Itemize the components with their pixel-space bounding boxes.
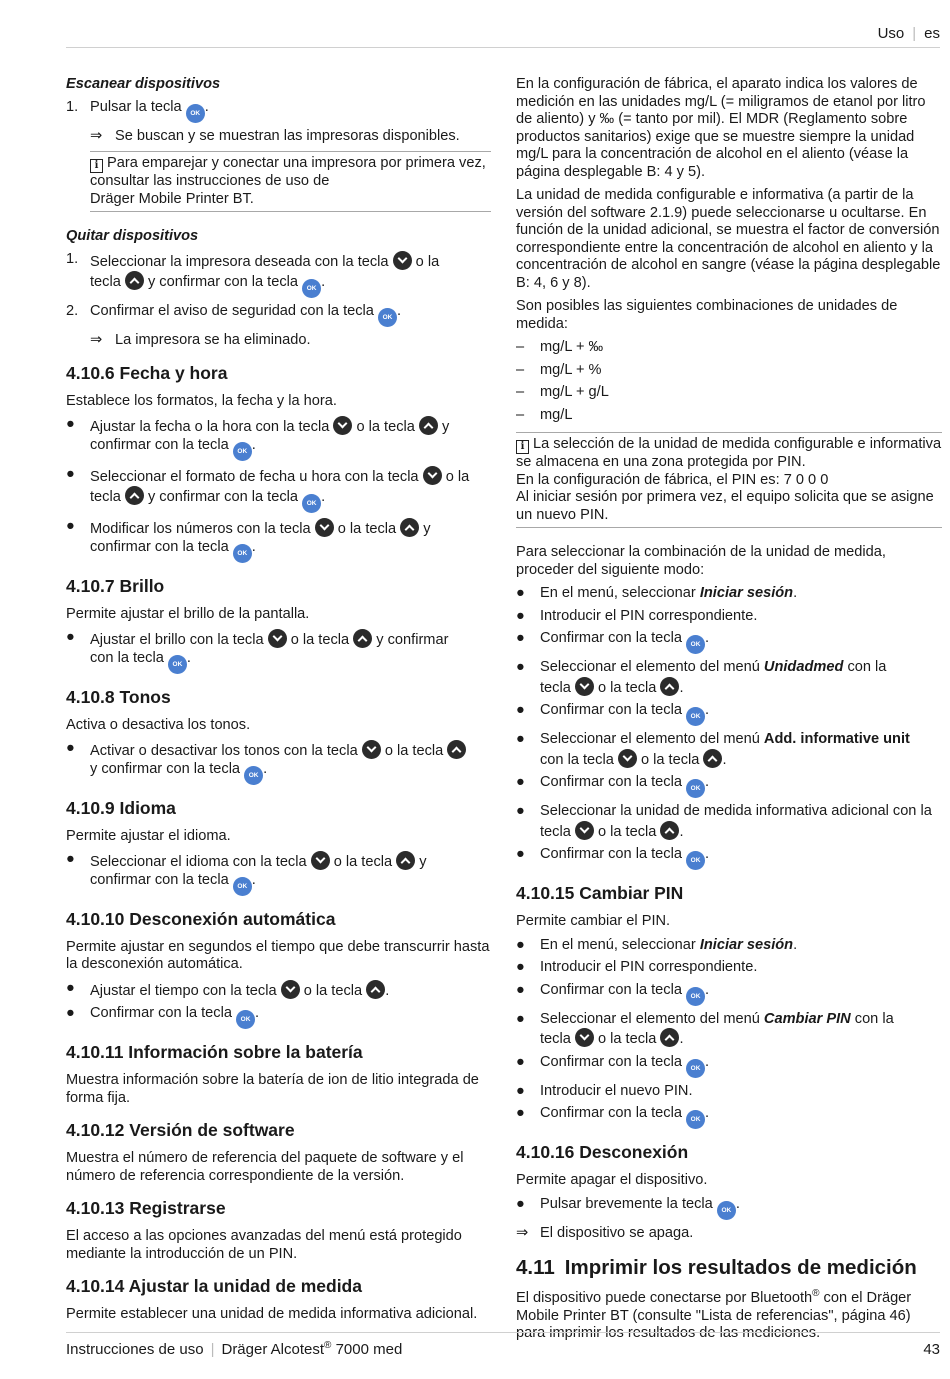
dash-icon: –: [516, 361, 525, 378]
item-text: En el menú, seleccionar: [540, 936, 696, 953]
section-title-bateria: 4.10.11 Información sobre la batería: [66, 1042, 363, 1062]
section-title-brillo: 4.10.7 Brillo: [66, 575, 165, 596]
result-text: La impresora se ha eliminado.: [115, 332, 311, 348]
bullet-item: ● Confirmar con la tecla OK .: [516, 982, 942, 1006]
bullet-icon: ●: [516, 936, 525, 953]
down-key-icon: [268, 629, 287, 648]
item-text: o la tecla: [356, 419, 415, 435]
item-text: y: [423, 521, 431, 537]
ok-key-icon: OK: [236, 1010, 255, 1029]
paragraph: Son posibles las siguientes combinaciones de unidades de medida:: [516, 298, 898, 332]
bullet-icon: ●: [516, 702, 525, 718]
bullet-icon: ●: [66, 629, 75, 645]
item-text: con la tecla: [90, 649, 164, 666]
item-text: confirmar con la tecla: [90, 871, 229, 888]
footer-registered-mark: ®: [324, 1340, 332, 1351]
right-column: [516, 76, 942, 1349]
combo-text: mg/L + %: [540, 361, 602, 378]
chapter-number: 4.11: [516, 1256, 555, 1279]
paragraph: En la configuración de fábrica, el aparato indica los valores de medición en las unidades mg/L (= miligramos de etanol por litro de aliento) y ‰ (= tanto por mil). El MDR (Reglamento sobre productos sanitarios) exige que se muestre siempre la unidad mg/L para la concentración de alcohol en el aliento (véase la página desplegable B: 4 y 5).: [516, 76, 926, 180]
bullet-icon: ●: [516, 774, 525, 790]
up-key-icon: [125, 271, 144, 290]
bullet-icon: ●: [516, 630, 525, 646]
item-text: confirmar con la tecla: [90, 436, 229, 453]
menu-item-name: Iniciar sesión: [699, 585, 794, 601]
item-text: Activar o desactivar los tonos con la tecla: [90, 743, 358, 759]
note-text: Al iniciar sesión por primera vez, el equipo solicita que se asigne un nuevo PIN.: [516, 489, 934, 523]
header-lang: es: [924, 25, 940, 42]
dash-icon: –: [516, 339, 525, 355]
step-number: 1.: [66, 98, 79, 115]
bullet-item: ● Confirmar con la tecla OK .: [516, 846, 942, 870]
result-text: Se buscan y se muestran las impresoras disponibles.: [115, 127, 460, 144]
item-text: Ajustar la fecha o la hora con la tecla: [90, 419, 330, 435]
up-key-icon: [400, 518, 419, 537]
down-key-icon: [333, 416, 352, 435]
bullet-item: ● Seleccionar el idioma con la tecla o la tecla y confirmar con la tecla OK .: [66, 851, 491, 896]
step-number: 2.: [66, 303, 79, 319]
bullet-item: ● Seleccionar el elemento del menú Add. informative unit con la tecla o la tecla .: [516, 731, 910, 768]
section-intro: Permite ajustar el brillo de la pantalla.: [66, 605, 310, 622]
item-text: tecla: [540, 679, 571, 696]
section-intro: Permite cambiar el PIN.: [516, 913, 671, 929]
down-key-icon: [281, 980, 300, 999]
item-text: En el menú, seleccionar: [540, 585, 696, 601]
info-note-printer: [90, 151, 491, 212]
section-intro: Permite ajustar el idioma.: [66, 827, 231, 844]
item-text: Confirmar con la tecla: [540, 846, 682, 862]
section-text: Muestra información sobre la batería de ion de litio integrada de forma fija.: [66, 1072, 479, 1106]
step-text: Seleccionar la impresora deseada con la tecla: [90, 253, 389, 270]
result-text: El dispositivo se apaga.: [540, 1224, 694, 1241]
bullet-item: ● Seleccionar el formato de fecha u hora con la tecla o la tecla y confirmar con la tecla OK .: [66, 466, 491, 514]
menu-item-name: Cambiar PIN: [763, 1010, 851, 1027]
bullet-item: [516, 585, 942, 603]
result-arrow-icon: ⇒: [90, 332, 103, 348]
bullet-icon: ●: [66, 740, 75, 756]
bullet-item: ● Seleccionar la unidad de medida informativa adicional con la tecla o la tecla .: [516, 803, 932, 840]
ok-key-icon: OK: [244, 766, 263, 785]
bullet-item: [516, 608, 942, 626]
down-key-icon: [362, 740, 381, 759]
info-icon: i: [516, 440, 529, 454]
note-text: La selección de la unidad de medida configurable e informativa se almacena en una zona protegida por PIN.: [516, 436, 942, 470]
bullet-item: ● Confirmar con la tecla OK .: [516, 774, 942, 798]
result-scan: [66, 128, 491, 146]
item-text: Introducir el nuevo PIN.: [540, 1082, 693, 1099]
item-text: Seleccionar el elemento del menú: [540, 659, 760, 675]
paragraph-text: con el Dräger Mobile Printer BT (consulte "Lista de referencias", página 46) para imprimir los resultados de las mediciones.: [516, 1290, 912, 1341]
bullet-item: ● Ajustar la fecha o la hora con la tecla o la tecla y confirmar con la tecla OK .: [66, 416, 491, 461]
item-text: o la tecla: [597, 823, 657, 840]
bullet-icon: ●: [516, 846, 525, 862]
down-key-icon: [423, 466, 442, 485]
item-text: tecla: [90, 489, 121, 505]
bullet-icon: ●: [516, 1105, 525, 1121]
ok-key-icon: OK: [686, 779, 705, 798]
item-text: y: [442, 419, 450, 435]
paragraph-text: El dispositivo puede conectarse por Bluetooth: [516, 1290, 813, 1306]
ok-key-icon: OK: [378, 308, 397, 327]
bullet-icon: ●: [516, 731, 525, 747]
bullet-item: ● Seleccionar el elemento del menú Cambiar PIN con la tecla o la tecla .: [516, 1010, 894, 1047]
item-text: o la tecla: [333, 854, 393, 870]
ok-key-icon: OK: [233, 442, 252, 461]
item-text: Seleccionar el elemento del menú: [540, 731, 760, 747]
menu-item-name: Add. informative unit: [763, 731, 910, 747]
item-text: Confirmar con la tecla: [540, 1105, 682, 1121]
subheading-remove: Quitar dispositivos: [66, 228, 199, 244]
down-key-icon: [393, 251, 412, 270]
bullet-item: ● Confirmar con la tecla OK .: [516, 1054, 942, 1078]
item-text: y confirmar con la tecla: [147, 489, 299, 505]
bullet-icon: ●: [66, 518, 75, 534]
up-key-icon: [396, 851, 415, 870]
section-title-fecha: 4.10.6 Fecha y hora: [66, 362, 228, 383]
item-text: Introducir el PIN correspondiente.: [540, 607, 758, 624]
info-icon: i: [90, 159, 103, 173]
item-text: Confirmar con la tecla: [540, 702, 682, 718]
combo-text: mg/L + ‰: [540, 339, 604, 355]
result-remove: [66, 332, 491, 350]
footer-product: Dräger Alcotest: [221, 1341, 325, 1358]
bullet-icon: ●: [516, 659, 525, 675]
ok-key-icon: OK: [168, 655, 187, 674]
paragraph: La unidad de medida configurable e informativa (a partir de la versión del software 2.1.9) puede seleccionarse u ocultarse. En función de la unidad adicional, se muestra el factor de conversión correspondiente entre la concentración de alcohol en aliento y la concentración de alcohol en sangre (véase la página desplegable B: 4, 6 y 8).: [516, 187, 941, 291]
header-right: [878, 25, 940, 43]
up-key-icon: [660, 821, 679, 840]
item-text: confirmar con la tecla: [90, 538, 229, 555]
step-scan-1: 1. Pulsar la tecla OK .: [66, 99, 491, 123]
down-key-icon: [575, 821, 594, 840]
item-text: o la tecla: [597, 1031, 657, 1047]
item-text: Pulsar brevemente la tecla: [540, 1195, 713, 1212]
section-title-tonos: 4.10.8 Tonos: [66, 686, 171, 707]
combo-text: mg/L + g/L: [540, 384, 609, 400]
item-text: y: [419, 854, 427, 870]
section-text: Permite establecer una unidad de medida informativa adicional.: [66, 1306, 478, 1322]
bullet-item: ● Seleccionar el elemento del menú Unidadmed con la tecla o la tecla .: [516, 659, 887, 696]
item-text: Confirmar con la tecla: [540, 981, 682, 998]
note-text: Dräger Mobile Printer BT.: [90, 190, 254, 207]
ok-key-icon: OK: [302, 494, 321, 513]
result-arrow-icon: ⇒: [90, 127, 103, 144]
header-separator: |: [912, 25, 917, 42]
ok-key-icon: OK: [686, 1059, 705, 1078]
step-remove-2: 2. Confirmar el aviso de seguridad con la tecla OK .: [66, 303, 491, 327]
section-title-idioma: 4.10.9 Idioma: [66, 797, 176, 818]
up-key-icon: [125, 486, 144, 505]
up-key-icon: [703, 749, 722, 768]
dash-icon: –: [516, 406, 525, 423]
bullet-icon: ●: [66, 979, 75, 996]
note-text: Para emparejar y conectar una impresora por primera vez, consultar las instrucciones de uso de: [90, 155, 486, 189]
ok-key-icon: OK: [233, 877, 252, 896]
up-key-icon: [353, 629, 372, 648]
item-text: Ajustar el tiempo con la tecla: [90, 982, 277, 999]
combo-text: mg/L: [540, 406, 573, 423]
bullet-icon: ●: [516, 1010, 525, 1027]
item-text: o la tecla: [337, 521, 397, 537]
bullet-icon: ●: [66, 465, 75, 482]
item-text: Confirmar con la tecla: [540, 630, 682, 646]
bullet-item: [516, 959, 942, 977]
ok-key-icon: OK: [186, 104, 205, 123]
down-key-icon: [311, 851, 330, 870]
ok-key-icon: OK: [717, 1201, 736, 1220]
bullet-icon: ●: [516, 1195, 525, 1212]
up-key-icon: [660, 677, 679, 696]
item-text: o la: [445, 468, 470, 485]
header-section: Uso: [877, 25, 905, 42]
step-number: 1.: [66, 250, 79, 267]
bullet-item: ● Activar o desactivar los tonos con la tecla o la tecla y confirmar con la tecla OK .: [66, 740, 491, 785]
ok-key-icon: OK: [686, 707, 705, 726]
section-intro: Permite ajustar en segundos el tiempo que debe transcurrir hasta la desconexión automática.: [66, 938, 490, 972]
bullet-item: [516, 937, 942, 955]
item-text: Seleccionar el formato de fecha u hora con la tecla: [90, 468, 419, 485]
section-title-software: 4.10.12 Versión de software: [66, 1120, 295, 1140]
info-note-pin: [516, 432, 942, 528]
combo-item: [516, 384, 942, 402]
section-intro: Activa o desactiva los tonos.: [66, 716, 251, 733]
down-key-icon: [575, 1028, 594, 1047]
bullet-item: ● Ajustar el tiempo con la tecla o la tecla .: [66, 979, 390, 999]
bullet-icon: ●: [66, 416, 75, 432]
page-footer: [66, 1332, 940, 1359]
down-key-icon: [315, 518, 334, 537]
item-text: o la tecla: [384, 743, 444, 759]
bullet-icon: ●: [516, 803, 525, 819]
left-column: [66, 76, 491, 1330]
item-text: Modificar los números con la tecla: [90, 521, 311, 537]
step-remove-1: 1. Seleccionar la impresora deseada con la tecla o la tecla y confirmar con la tecla OK .: [66, 251, 491, 299]
dash-icon: –: [516, 384, 525, 400]
bullet-item: [516, 1083, 942, 1101]
bullet-icon: ●: [516, 585, 525, 601]
bullet-icon: ●: [516, 959, 525, 975]
ok-key-icon: OK: [302, 279, 321, 298]
item-text: con la: [854, 1010, 894, 1027]
item-text: y confirmar: [376, 632, 449, 648]
item-text: Introducir el PIN correspondiente.: [540, 959, 758, 975]
item-text: .: [793, 936, 798, 953]
item-text: .: [793, 585, 798, 601]
item-text: Ajustar el brillo con la tecla: [90, 632, 264, 648]
footer-doc: Instrucciones de uso: [66, 1341, 204, 1358]
ok-key-icon: OK: [686, 635, 705, 654]
bullet-item: ● Modificar los números con la tecla o la tecla y confirmar con la tecla OK .: [66, 518, 491, 563]
section-intro: Establece los formatos, la fecha y la hora.: [66, 392, 337, 409]
section-title-cambiar-pin: 4.10.15 Cambiar PIN: [516, 883, 684, 903]
up-key-icon: [366, 980, 385, 999]
item-text: tecla: [540, 1031, 571, 1047]
section-intro: Permite apagar el dispositivo.: [516, 1172, 708, 1188]
chapter-title-imprimir: [516, 1256, 942, 1280]
item-text: Confirmar con la tecla: [540, 774, 682, 790]
item-text: o la tecla: [290, 632, 350, 648]
note-text: En la configuración de fábrica, el PIN es: 7 0 0 0: [516, 471, 829, 488]
item-text: Confirmar con la tecla: [540, 1053, 682, 1070]
bullet-item: ● Confirmar con la tecla OK .: [516, 630, 942, 654]
bullet-item: ● Confirmar con la tecla OK .: [516, 702, 942, 726]
section-title-registrarse: 4.10.13 Registrarse: [66, 1198, 226, 1218]
menu-item-name: Iniciar sesión: [699, 936, 794, 953]
section-text: El acceso a las opciones avanzadas del menú está protegido mediante la introducción de un PIN.: [66, 1228, 462, 1262]
ok-key-icon: OK: [233, 544, 252, 563]
up-key-icon: [447, 740, 466, 759]
combo-item: [516, 407, 942, 425]
subheading-scan: Escanear dispositivos: [66, 76, 221, 92]
ok-key-icon: OK: [686, 1110, 705, 1129]
bullet-item: ● Confirmar con la tecla OK .: [66, 1005, 491, 1029]
section-title-desconexion-auto: 4.10.10 Desconexión automática: [66, 908, 336, 929]
footer-separator: |: [210, 1341, 215, 1358]
up-key-icon: [419, 416, 438, 435]
section-title-unidad: 4.10.14 Ajustar la unidad de medida: [66, 1276, 362, 1296]
combo-item: [516, 362, 942, 380]
down-key-icon: [618, 749, 637, 768]
bullet-icon: ●: [516, 981, 525, 998]
item-text: Confirmar con la tecla: [90, 1005, 232, 1021]
item-text: Seleccionar el idioma con la tecla: [90, 854, 307, 870]
bullet-item: ● Ajustar el brillo con la tecla o la tecla y confirmar con la tecla OK .: [66, 629, 491, 674]
step-text: tecla: [90, 274, 121, 290]
bullet-icon: ●: [516, 607, 525, 624]
bullet-item: ● Pulsar brevemente la tecla OK .: [516, 1196, 942, 1220]
menu-item-name: Unidadmed: [763, 659, 844, 675]
up-key-icon: [660, 1028, 679, 1047]
registered-mark: ®: [812, 1288, 820, 1300]
ok-key-icon: OK: [686, 851, 705, 870]
paragraph: Para seleccionar la combinación de la unidad de medida, proceder del siguiente modo:: [516, 544, 886, 578]
bullet-icon: ●: [516, 1053, 525, 1070]
page-number: 43: [923, 1341, 940, 1358]
combo-item: [516, 339, 942, 357]
bullet-icon: ●: [66, 1005, 75, 1021]
item-text: Seleccionar el elemento del menú: [540, 1010, 760, 1027]
step-text: Confirmar el aviso de seguridad con la tecla: [90, 303, 374, 319]
item-text: o la tecla: [597, 679, 657, 696]
bullet-icon: ●: [516, 1082, 525, 1099]
result-arrow-icon: ⇒: [516, 1224, 529, 1241]
item-text: con la tecla: [540, 751, 614, 768]
step-text: y confirmar con la tecla: [147, 274, 299, 290]
section-title-desconexion: 4.10.16 Desconexión: [516, 1142, 689, 1162]
footer-product-suffix: 7000 med: [331, 1341, 403, 1358]
down-key-icon: [575, 677, 594, 696]
bullet-item: ● Confirmar con la tecla OK .: [516, 1105, 942, 1129]
section-text: Muestra el número de referencia del paquete de software y el número de referencia correspondiente de la versión.: [66, 1150, 464, 1184]
ok-key-icon: OK: [686, 987, 705, 1006]
result-desconexion: [516, 1225, 942, 1243]
item-text: o la tecla: [303, 982, 363, 999]
step-text: Pulsar la tecla: [90, 98, 182, 115]
bullet-icon: ●: [66, 851, 75, 867]
page-header: [66, 20, 940, 48]
chapter-title-text: Imprimir los resultados de medición: [564, 1256, 917, 1279]
item-text: con la: [847, 659, 887, 675]
step-text: o la: [415, 253, 440, 270]
item-text: o la tecla: [640, 751, 700, 768]
item-text: Seleccionar la unidad de medida informativa adicional con la tecla: [540, 803, 932, 840]
item-text: y confirmar con la tecla: [90, 760, 241, 777]
